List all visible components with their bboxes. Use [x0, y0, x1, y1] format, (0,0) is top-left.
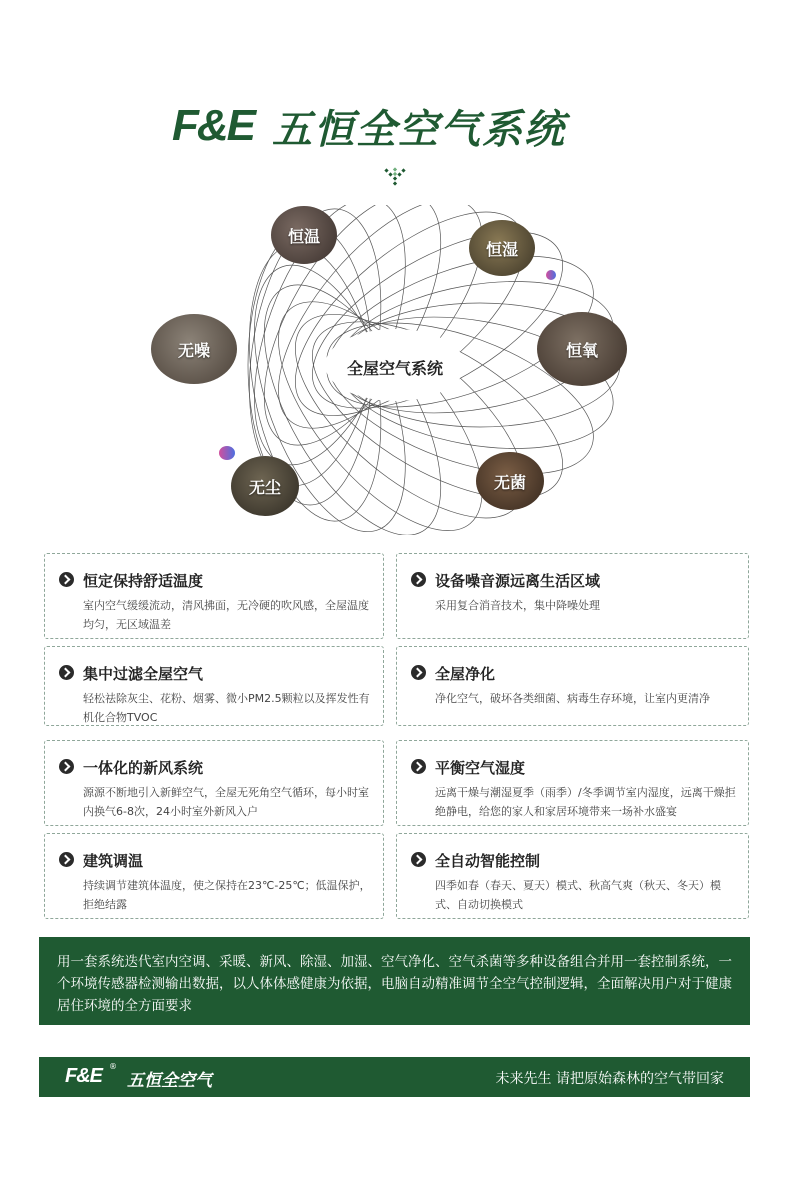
feature-title: 恒定保持舒适温度	[83, 572, 204, 590]
feature-description: 持续调节建筑体温度，使之保持在23℃-25℃；低温保护，拒绝结露	[83, 879, 371, 911]
feature-card	[44, 833, 384, 919]
node-noiseless	[151, 314, 237, 384]
diagram-center-label: 全屋空气系统	[346, 359, 443, 378]
feature-description: 轻松祛除灰尘、花粉、烟雾、微小PM2.5颗粒以及挥发性有机化合物TVOC	[83, 692, 370, 724]
chevron-right-icon	[411, 665, 426, 680]
footer-bar	[39, 1057, 750, 1097]
feature-card	[44, 646, 384, 726]
feature-card	[396, 740, 749, 826]
node-constant-humidity	[469, 220, 535, 276]
node-label: 无尘	[248, 477, 281, 497]
registered-mark: ®	[109, 1062, 117, 1071]
feature-card	[396, 646, 749, 726]
decorative-dot	[219, 446, 235, 460]
node-constant-temperature	[271, 206, 337, 264]
brand-header	[172, 100, 622, 152]
feature-card	[44, 740, 384, 826]
feature-description: 室内空气缓缓流动，清风拂面，无冷硬的吹风感，全屋温度均匀，无区域温差	[83, 599, 369, 631]
feature-card	[396, 553, 749, 639]
brand-logo-mark: F&E	[172, 101, 254, 150]
chevron-right-icon	[411, 759, 426, 774]
page-title: 五恒全空气系统	[272, 106, 566, 153]
feature-description: 净化空气，破坏各类细菌、病毒生存环境，让室内更清净	[435, 692, 710, 705]
chevron-right-icon	[411, 572, 426, 587]
feature-description: 远离干燥与潮湿夏季（雨季）/冬季调节室内湿度，远离干燥拒绝静电，给您的家人和家居环境带来一场补水盛宴	[435, 786, 736, 818]
feature-title: 全屋净化	[435, 665, 496, 683]
chevron-right-icon	[411, 852, 426, 867]
feature-description: 采用复合消音技术，集中降噪处理	[435, 599, 600, 612]
node-label: 恒氧	[565, 340, 598, 360]
node-label: 恒湿	[485, 239, 518, 259]
feature-description: 四季如春（春天、夏天）模式、秋高气爽（秋天、冬天）模式、自动切换模式	[435, 879, 721, 911]
feature-title: 全自动智能控制	[435, 852, 541, 870]
node-dustless	[231, 456, 299, 516]
chevron-right-icon	[59, 852, 74, 867]
footer-logo-mark: F&E	[65, 1065, 102, 1087]
feature-title: 平衡空气湿度	[435, 759, 526, 777]
feature-title: 设备噪音源远离生活区域	[435, 572, 601, 590]
decorative-dot	[546, 270, 556, 280]
summary-banner: 用一套系统迭代室内空调、采暖、新风、除湿、加湿、空气净化、空气杀菌等多种设备组合并用一套控制系统，一个环境传感器检测输出数据，以人体体感健康为依据，电脑自动精准调节全空气控制逻辑，全面解决用户对于健康居住环境的全方面要求	[39, 937, 750, 1025]
feature-title: 一体化的新风系统	[83, 759, 204, 777]
chevron-right-icon	[59, 665, 74, 680]
chevron-right-icon	[59, 759, 74, 774]
feature-title: 建筑调温	[83, 852, 144, 870]
feature-title: 集中过滤全屋空气	[83, 665, 204, 683]
node-constant-oxygen	[537, 312, 627, 386]
node-label: 恒温	[287, 226, 320, 246]
chevron-down-icon	[384, 166, 406, 188]
node-label: 无菌	[493, 472, 526, 492]
footer-slogan: 未来先生 请把原始森林的空气带回家	[495, 1071, 724, 1087]
node-label: 无噪	[177, 340, 210, 360]
feature-card	[44, 553, 384, 639]
feature-card	[396, 833, 749, 919]
footer-brand-name: 五恒全空气	[127, 1071, 212, 1091]
feature-description: 源源不断地引入新鲜空气，全屋无死角空气循环，每小时室内换气6-8次，24小时室外新风入户	[83, 786, 369, 818]
node-sterile	[476, 452, 544, 510]
chevron-right-icon	[59, 572, 74, 587]
